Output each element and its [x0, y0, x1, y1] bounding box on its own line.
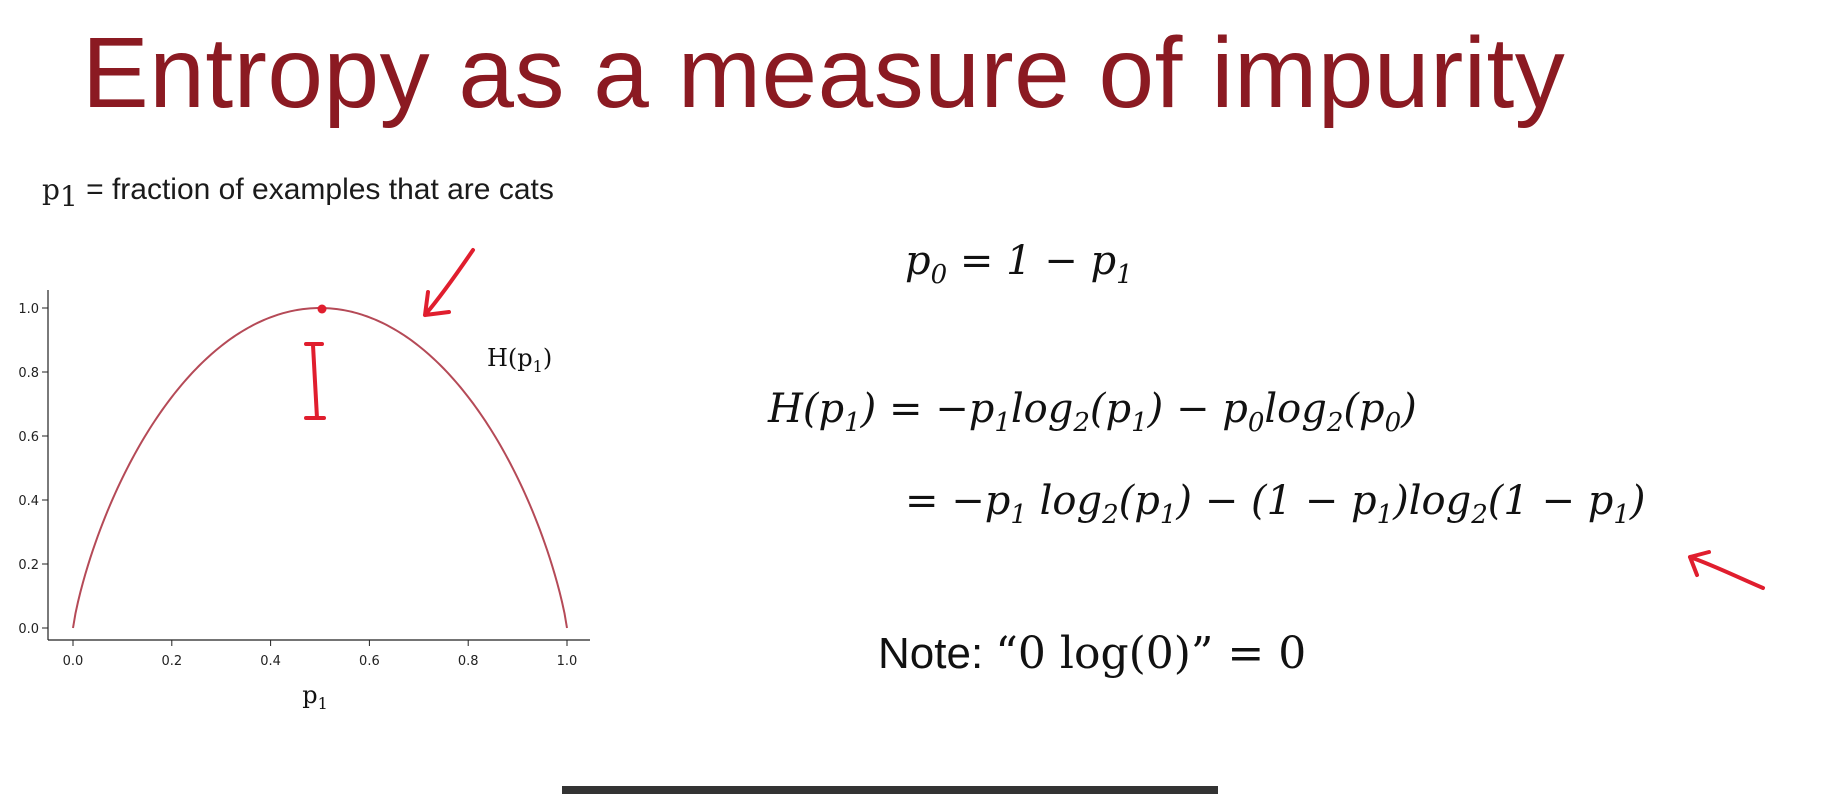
x-axis-label: $p_1$ [302, 681, 328, 713]
x-tick-label: 1.0 [556, 654, 578, 669]
video-progress-bar[interactable] [562, 786, 1218, 794]
entropy-equation-line-1: $H(p_1) = -p_1\log_2(p_1) - p_0\log_2(p_0)$ [768, 386, 1417, 438]
x-tick-label: 0.4 [260, 654, 281, 669]
slide-title: Entropy as a measure of impurity [82, 17, 1566, 129]
x-tick-label: 0.0 [62, 654, 84, 669]
x-tick-label: 0.6 [359, 654, 380, 669]
note-expression: “0 log(0)” = 0 [995, 628, 1307, 679]
y-tick-label: 0.8 [18, 366, 39, 381]
x-tick-label: 0.2 [161, 654, 183, 669]
chart-series [73, 305, 567, 629]
entropy-equation-line-2: = $-p_1$ $\log_2(p_1) - (1 - p_1)\log_2(1 - p_1)$ [905, 478, 1646, 530]
y-tick-label: 0.4 [18, 494, 39, 509]
y-tick-label: 0.2 [18, 558, 39, 573]
y-tick-label: 0.6 [18, 430, 39, 445]
y-tick-label: 1.0 [18, 302, 39, 317]
max-point-marker [318, 305, 327, 314]
y-tick-label: 0.0 [18, 622, 39, 637]
note [878, 628, 1306, 679]
x-tick-label: 0.8 [457, 654, 479, 669]
note-label: Note: [878, 629, 984, 678]
arrow-to-term-annotation [1690, 552, 1763, 588]
definition-subscript: 1 [59, 180, 78, 213]
definition-symbol: p [42, 173, 60, 206]
definition-text: = fraction of examples that are cats [77, 173, 554, 206]
chart-labels [302, 681, 328, 713]
p1-definition [42, 172, 562, 215]
curve-label: $H(p_1)$ [487, 344, 553, 376]
entropy-chart [0, 270, 620, 730]
x-ticks [63, 640, 578, 669]
y-ticks [18, 302, 48, 637]
equation-p0: $p_0 = 1 - p_1$ [905, 238, 1133, 290]
